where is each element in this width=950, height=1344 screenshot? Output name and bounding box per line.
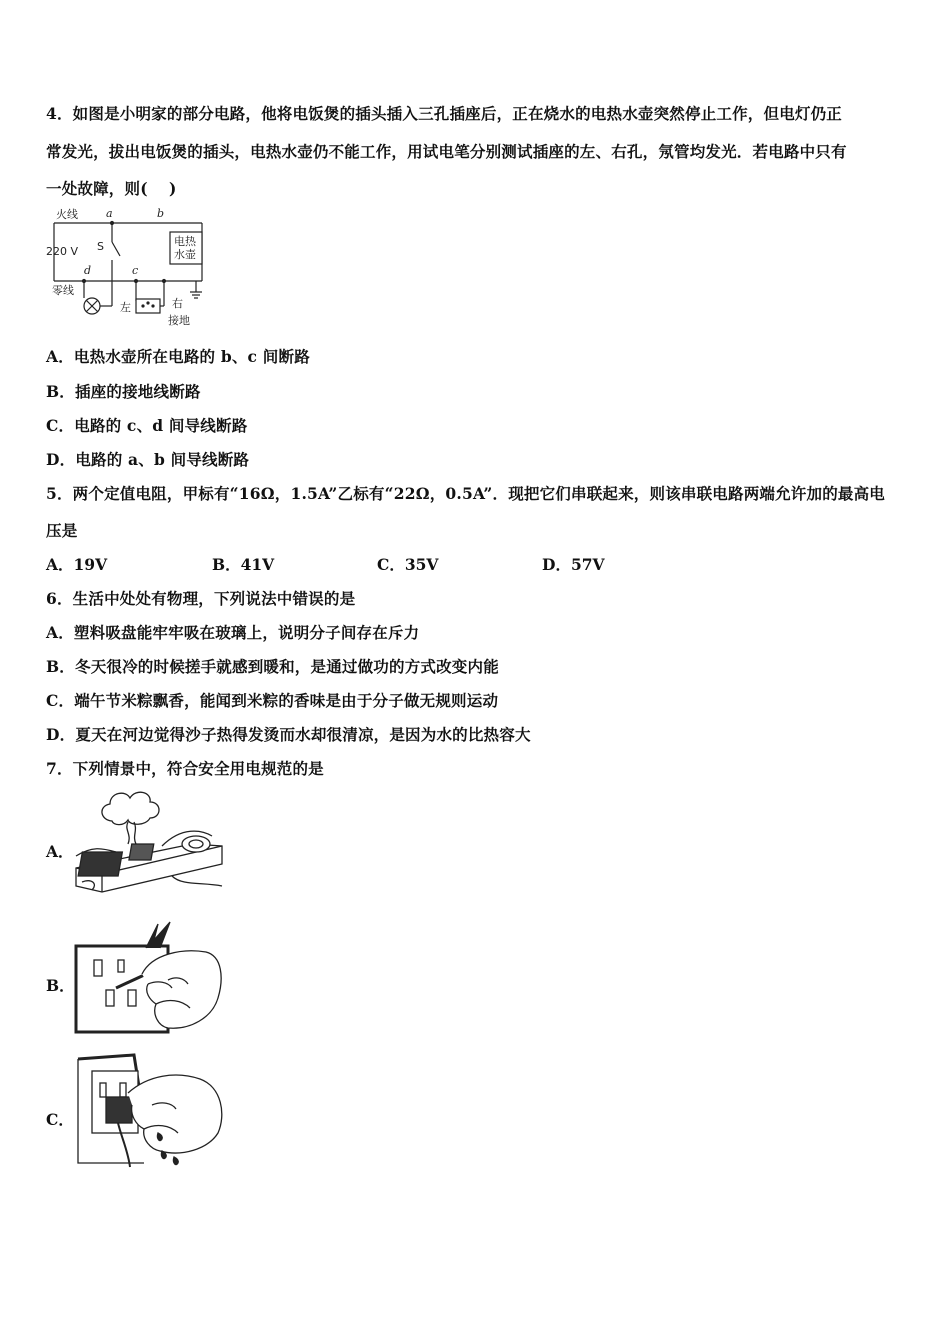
point-c-label: c xyxy=(132,264,139,277)
q7-stem: 7．下列情景中，符合安全用电规范的是 xyxy=(46,759,324,778)
q4-option-c: C．电路的 c、d 间导线断路 xyxy=(46,416,248,435)
q6-option-d: D．夏天在河边觉得沙子热得发烫而水却很清凉，是因为水的比热容大 xyxy=(46,725,531,744)
q4-stem-line1: 4．如图是小明家的部分电路，他将电饭煲的插头插入三孔插座后，正在烧水的电热水壶突然停止工作，但电灯仍正 xyxy=(46,104,842,123)
q6-stem: 6．生活中处处有物理，下列说法中错误的是 xyxy=(46,589,356,608)
q5-stem-line1: 5．两个定值电阻，甲标有“16Ω，1.5A”乙标有“22Ω，0.5A”．现把它们串联起来，则该串联电路两端允许加的最高电 xyxy=(46,484,885,503)
socket-left-label: 左 xyxy=(120,301,131,314)
neutral-wire-label: 零线 xyxy=(52,284,74,297)
q6-option-a: A．塑料吸盘能牢牢吸在玻璃上，说明分子间存在斥力 xyxy=(46,623,420,642)
fire-wire-label: 火线 xyxy=(56,208,78,221)
kettle-label-line2: 水壶 xyxy=(174,248,196,261)
q7-option-c-image xyxy=(72,1053,228,1169)
q4-stem-line3: 一处故障，则( ) xyxy=(46,179,177,198)
q5-option-b: B．41V xyxy=(212,555,275,574)
point-d-label: d xyxy=(84,264,92,277)
q4-option-a: A．电热水壶所在电路的 b、c 间断路 xyxy=(46,347,310,366)
q4-option-d: D．电路的 a、b 间导线断路 xyxy=(46,450,250,469)
q6-option-b: B．冬天很冷的时候搓手就感到暖和，是通过做功的方式改变内能 xyxy=(46,657,499,676)
point-b-label: b xyxy=(157,207,165,220)
q5-stem-line2: 压是 xyxy=(46,521,78,540)
q5-option-d: D．57V xyxy=(542,555,605,574)
q7-option-a-label: A． xyxy=(46,842,74,861)
kettle-label-line1: 电热 xyxy=(174,235,196,248)
q7-option-b-label: B． xyxy=(46,976,75,995)
q5-option-a: A．19V xyxy=(46,555,108,574)
q4-circuit-diagram xyxy=(44,204,214,330)
q5-option-c: C．35V xyxy=(377,555,439,574)
socket-right-label: 右 xyxy=(172,297,183,310)
voltage-label: 220 V xyxy=(46,245,79,258)
switch-label: S xyxy=(97,240,104,253)
q6-option-c: C．端午节米粽飘香，能闻到米粽的香味是由于分子做无规则运动 xyxy=(46,691,499,710)
q7-option-b-image xyxy=(72,918,226,1034)
point-a-label: a xyxy=(106,207,113,220)
q4-option-b: B．插座的接地线断路 xyxy=(46,382,201,401)
q4-stem-line2: 常发光，拔出电饭煲的插头，电热水壶仍不能工作，用试电笔分别测试插座的左、右孔，氖管均发光．若电路中只有 xyxy=(46,142,847,161)
ground-label: 接地 xyxy=(168,314,190,327)
q7-option-c-label: C． xyxy=(46,1110,74,1129)
q7-option-a-image xyxy=(72,786,226,896)
